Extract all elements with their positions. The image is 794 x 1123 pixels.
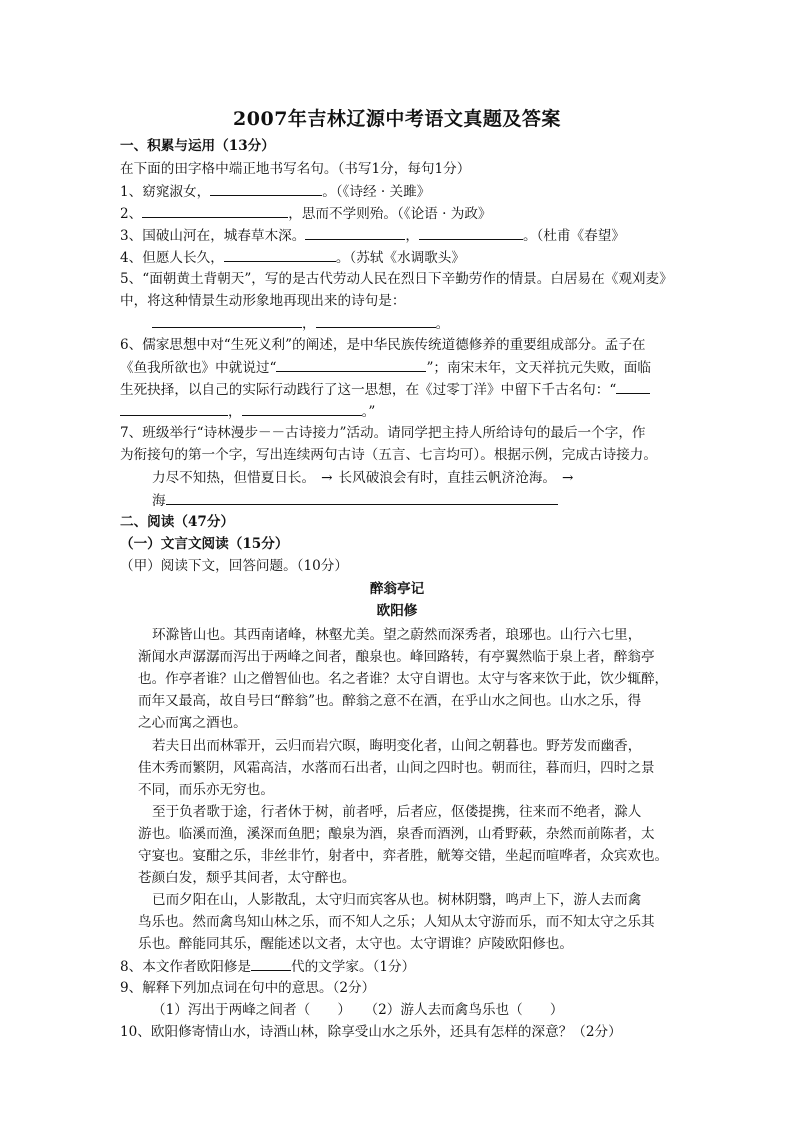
question-6-text-a: 《鱼我所欲也》中就说过“ (120, 360, 277, 376)
question-1-blank (210, 182, 322, 196)
question-6-blank-2 (616, 380, 650, 394)
question-8-text-a: 8、本文作者欧阳修是 (120, 959, 251, 975)
question-5-end: 。 (435, 316, 450, 332)
essay-line: 若夫日出而林霏开，云归而岩穴暝，晦明变化者，山间之朝暮也。野芳发而幽香， (152, 738, 642, 754)
question-6-end: 。” (361, 404, 376, 420)
section-1-instruction: 在下面的田字格中端正地书写名句。（书写1分，每句1分） (120, 161, 471, 177)
question-10: 10、欧阳修寄情山水，诗酒山林，除享受山水之乐外，还具有怎样的深意？（2分） (120, 1024, 622, 1040)
question-3-text-a: 3、国破山河在，城春草木深。 (120, 228, 306, 244)
question-6-line-4 (120, 402, 375, 421)
question-4-text-b: 。（苏轼《水调歌头》 (335, 250, 465, 266)
question-2 (120, 204, 492, 223)
question-7-blank (166, 491, 558, 505)
question-8-blank (251, 957, 291, 971)
essay-line: 苍颜白发，颓乎其间者，太守醉也。 (138, 870, 356, 886)
essay-line: 至于负者歌于途，行者休于树，前者呼，后者应，伛偻提携，往来而不绝者，滁人 (152, 804, 642, 820)
section-2-subheading: （一）文言文阅读（15分） (120, 536, 289, 552)
question-5-blank-1 (152, 314, 302, 328)
essay-line: 守宴也。宴酣之乐，非丝非竹，射者中，弈者胜，觥筹交错，坐起而喧哗者，众宾欢也。 (138, 848, 669, 864)
essay-line: 之心而寓之酒也。 (138, 715, 247, 731)
question-4-blank (224, 248, 336, 262)
question-1 (120, 182, 430, 201)
question-6-blank-1 (276, 358, 426, 372)
question-1-text-a: 1、窈窕淑女， (120, 184, 211, 200)
question-4 (120, 248, 465, 267)
question-6-text-b: ”；南宋末年，文天祥抗元失败，面临 (426, 360, 651, 376)
question-6-line-2 (120, 358, 651, 377)
question-7-line-1: 7、班级举行“诗林漫步－－古诗接力”活动。请同学把主持人所给诗句的最后一个字，作 (120, 425, 646, 441)
question-7-answer-line (152, 491, 558, 510)
essay-title: 醉翁亭记 (369, 581, 425, 597)
question-3-sep: ， (405, 228, 419, 244)
question-7-example-1: 力尽不知热，但惜夏日长。 (152, 470, 316, 486)
question-9-items: （1）泻出于两峰之间者（ ） （2）游人去而禽鸟乐也（ ） (152, 1002, 564, 1018)
question-7-start-char: 海 (152, 493, 166, 509)
essay-line: 不同，而乐亦无穷也。 (138, 782, 274, 798)
question-4-text-a: 4、但愿人长久， (120, 250, 224, 266)
question-5-line-2: 中，将这种情景生动形象地再现出来的诗句是： (120, 293, 406, 309)
essay-line: 环滁皆山也。其西南诸峰，林壑尤美。望之蔚然而深秀者，琅琊也。山行六七里， (152, 627, 642, 643)
question-1-text-b: 。（《诗经 · 关雎》 (322, 184, 431, 200)
essay-line: 也。作亭者谁？山之僧智仙也。名之者谁？太守自谓也。太守与客来饮于此，饮少辄醉， (138, 671, 669, 687)
question-2-text-a: 2、 (120, 206, 143, 222)
essay-line: 佳木秀而繁阴，风霜高洁，水落而石出者，山间之四时也。朝而往，暮而归，四时之景 (138, 760, 655, 776)
question-7-example (152, 469, 579, 487)
question-3 (120, 226, 625, 245)
question-2-text-b: ，思而不学则殆。（《论语 · 为政》 (288, 206, 492, 222)
essay-line: 渐闻水声潺潺而泻出于两峰之间者，酿泉也。峰回路转，有亭翼然临于泉上者，醉翁亭 (138, 649, 655, 665)
question-6-text-c: 生死抉择，以自己的实际行动践行了这一思想，在《过零丁洋》中留下千古名句：“ (120, 382, 617, 398)
question-3-text-c: 。（杜甫《春望》 (522, 228, 625, 244)
essay-line: 鸟乐也。然而禽鸟知山林之乐，而不知人之乐；人知从太守游而乐，而不知太守之乐其 (138, 914, 655, 930)
question-3-blank-2 (419, 226, 523, 240)
part-a-instruction: （甲）阅读下文，回答问题。（10分） (120, 558, 348, 574)
question-6-blank-4 (242, 402, 362, 416)
question-7-line-2: 为衔接句的第一个字，写出连续两句古诗（五言、七言均可）。根据示例，完成古诗接力。 (120, 447, 657, 463)
question-6-line-3 (120, 380, 650, 399)
essay-line: 游也。临溪而渔，溪深而鱼肥；酿泉为酒，泉香而酒洌，山肴野蔌，杂然而前陈者，太 (138, 826, 655, 842)
question-8 (120, 957, 415, 976)
question-7-example-2: 长风破浪会有时，直挂云帆济沧海。 (338, 470, 557, 486)
question-5-sep: ， (302, 316, 316, 332)
question-5-blank-2 (316, 314, 436, 328)
arrow-right-icon: → (321, 470, 333, 486)
essay-line: 乐也。醉能同其乐，醒能述以文者，太守也。太守谓谁？庐陵欧阳修也。 (138, 936, 573, 952)
question-6-line-1: 6、儒家思想中对“生死义利”的阐述，是中华民族传统道德修养的重要组成部分。孟子在 (120, 337, 646, 353)
arrow-right-icon: → (562, 470, 574, 486)
question-5-line-1: 5、“面朝黄土背朝天”，写的是古代劳动人民在烈日下辛勤劳作的情景。白居易在《观刈麦》 (120, 271, 673, 287)
question-6-sep: ， (228, 404, 242, 420)
question-3-blank-1 (305, 226, 405, 240)
essay-line: 已而夕阳在山，人影散乱，太守归而宾客从也。树林阴翳，鸣声上下，游人去而禽 (152, 892, 642, 908)
essay-line: 而年又最高，故自号曰“醉翁”也。醉翁之意不在酒，在乎山水之间也。山水之乐，得 (138, 693, 642, 709)
question-9: 9、解释下列加点词在句中的意思。（2分） (120, 980, 376, 996)
essay-author: 欧阳修 (376, 603, 418, 619)
question-2-blank (142, 204, 288, 218)
page-title: 2007年吉林辽源中考语文真题及答案 (233, 108, 561, 130)
section-2-heading: 二、阅读（47分） (120, 514, 235, 530)
question-6-blank-3 (120, 402, 228, 416)
question-5-answer-line (152, 314, 449, 333)
question-8-text-b: 代的文学家。（1分） (291, 959, 416, 975)
section-1-heading: 一、积累与运用（13分） (120, 138, 275, 154)
